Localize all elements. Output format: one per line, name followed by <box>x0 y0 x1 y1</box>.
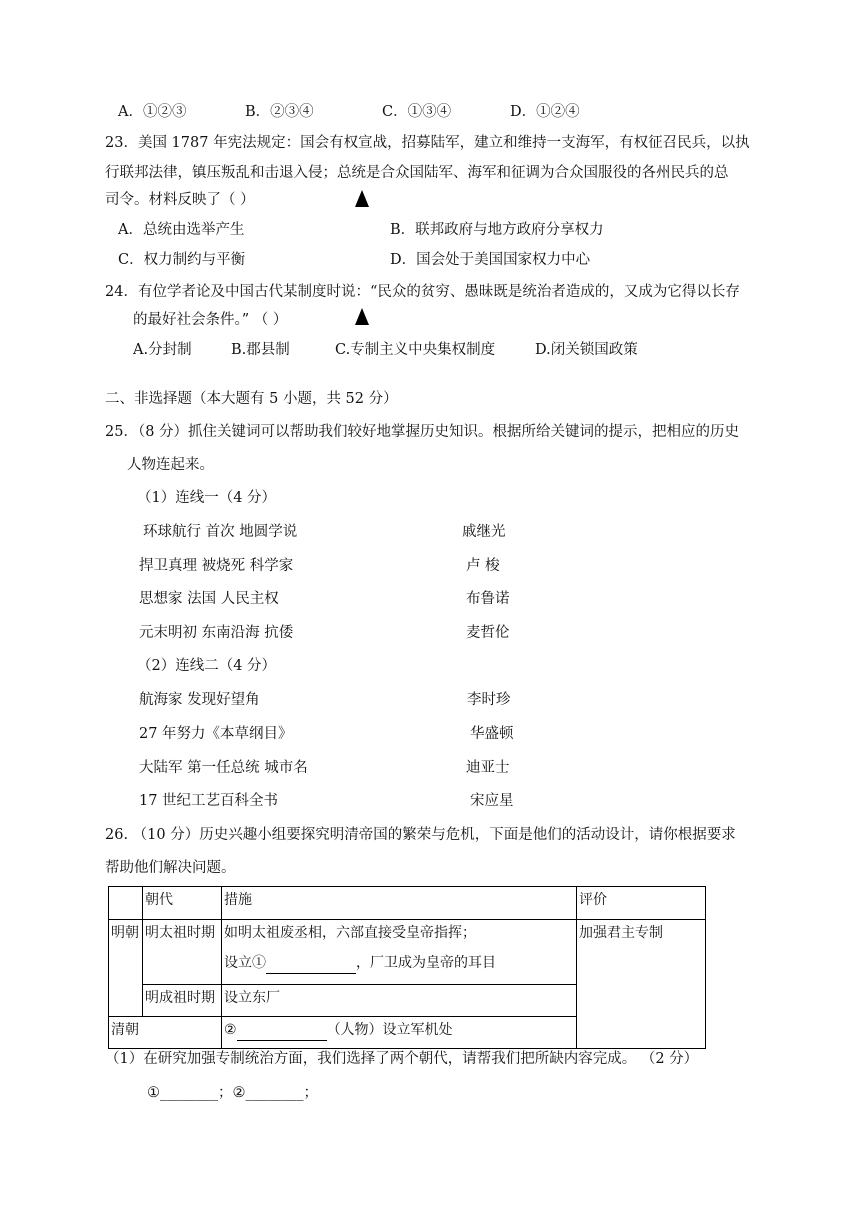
table-cell-qing: 清朝 <box>109 1017 222 1049</box>
q24-option-a: A.分封制 <box>133 342 192 358</box>
q25-person: 戚继光 <box>462 524 506 540</box>
q25-keywords: 17 世纪工艺百科全书 <box>139 793 279 809</box>
q25-stem-line1: 25．（8 分）抓住关键词可以帮助我们较好地掌握历史知识。根据所给关键词的提示，把相应的历史 <box>105 424 740 440</box>
q25-person: 宋应星 <box>470 793 514 809</box>
answer-blank-2[interactable] <box>237 1020 327 1041</box>
q24-stem-line2: 的最好社会条件。” （ ） <box>133 312 288 328</box>
triangle-marker-icon <box>355 308 369 325</box>
measure-suffix: （人物）设立军机处 <box>326 1022 453 1038</box>
q25-keywords: 元末明初 东南沿海 抗倭 <box>139 625 294 641</box>
table-header-measure: 措施 <box>222 887 577 920</box>
q23-stem-line3: 司令。材料反映了（ ） <box>105 192 255 208</box>
q25-keywords: 思想家 法国 人民主权 <box>139 591 279 607</box>
q25-person: 布鲁诺 <box>466 591 510 607</box>
q22-option-d: D．①②④ <box>510 104 580 120</box>
q26-subquestion-1: （1）在研究加强专制统治方面，我们选择了两个朝代，请帮我们把所缺内容完成。 （2 分） <box>105 1051 699 1067</box>
answer-blank-1[interactable] <box>266 953 356 974</box>
table-cell-chengzu-period: 明成祖时期 <box>143 985 222 1017</box>
q22-option-b: B．②③④ <box>245 104 314 120</box>
q24-stem-line1: 24．有位学者论及中国古代某制度时说：“民众的贫穷、愚昧既是统治者造成的，又成为它得以长存 <box>105 284 740 300</box>
q22-option-a: A．①②③ <box>118 104 187 120</box>
q23-option-a: A．总统由选举产生 <box>118 222 245 238</box>
q26-stem-line1: 26. （10 分）历史兴趣小组要探究明清帝国的繁荣与危机，下面是他们的活动设计，请你根据要求 <box>105 827 736 843</box>
q24-option-c: C.专制主义中央集权制度 <box>335 342 496 358</box>
q25-stem-line2: 人物连起来。 <box>127 457 214 473</box>
q25-keywords: 捍卫真理 被烧死 科学家 <box>139 558 294 574</box>
ming-qing-measures-table <box>108 886 706 1049</box>
measure-prefix: ② <box>224 1022 237 1038</box>
table-header-dynasty: 朝代 <box>143 887 222 920</box>
section-heading: 二、非选择题（本大题有 5 小题，共 52 分） <box>105 391 398 407</box>
q25-keywords: 环球航行 首次 地圆学说 <box>143 524 298 540</box>
q25-person: 迪亚士 <box>466 760 510 776</box>
q25-keywords: 27 年努力《本草纲目》 <box>139 726 293 742</box>
q25-person: 麦哲伦 <box>466 625 510 641</box>
q26-stem-line2: 帮助他们解决问题。 <box>105 860 236 876</box>
q23-option-b: B．联邦政府与地方政府分享权力 <box>390 222 604 238</box>
q25-person: 李时珍 <box>467 692 511 708</box>
table-cell-qing-measure <box>222 1017 577 1049</box>
table-cell-chengzu-measure: 设立东厂 <box>222 985 577 1017</box>
q25-keywords: 航海家 发现好望角 <box>139 692 260 708</box>
q23-option-c: C．权力制约与平衡 <box>118 252 246 268</box>
q23-option-d: D．国会处于美国国家权力中心 <box>390 252 591 268</box>
table-corner-cell <box>109 887 143 920</box>
q25-part1-title: （1）连线一（4 分） <box>137 490 277 506</box>
triangle-marker-icon <box>355 190 369 207</box>
table-cell-taizu-measure-2 <box>222 950 577 985</box>
measure-prefix: 设立① <box>224 954 266 971</box>
q24-option-b: B.郡县制 <box>231 342 290 358</box>
q23-stem-line1: 23．美国 1787 年宪法规定：国会有权宣战，招募陆军，建立和维持一支海军，有权征召民兵，以执 <box>105 135 750 151</box>
table-header-evaluation: 评价 <box>577 887 706 920</box>
q24-option-d: D.闭关锁国政策 <box>535 342 638 358</box>
q25-part2-title: （2）连线二（4 分） <box>137 658 277 674</box>
table-cell-evaluation: 加强君主专制 <box>577 920 706 1049</box>
q25-keywords: 大陆军 第一任总统 城市名 <box>139 760 308 776</box>
q23-stem-line2: 行联邦法律，镇压叛乱和击退入侵；总统是合众国陆军、海军和征调为合众国服役的各州民兵的总 <box>105 165 729 181</box>
measure-suffix: ，厂卫成为皇帝的耳目 <box>356 954 496 971</box>
q26-subquestion-1-answer-line[interactable]: ①________；②________； <box>147 1085 318 1101</box>
table-cell-ming: 明朝 <box>109 920 143 1017</box>
table-cell-taizu-period: 明太祖时期 <box>143 920 222 985</box>
table-cell-taizu-measure-1: 如明太祖废丞相，六部直接受皇帝指挥； <box>222 920 577 950</box>
q25-person: 华盛顿 <box>470 726 514 742</box>
q22-option-c: C．①③④ <box>382 104 452 120</box>
q25-person: 卢 梭 <box>466 558 500 574</box>
